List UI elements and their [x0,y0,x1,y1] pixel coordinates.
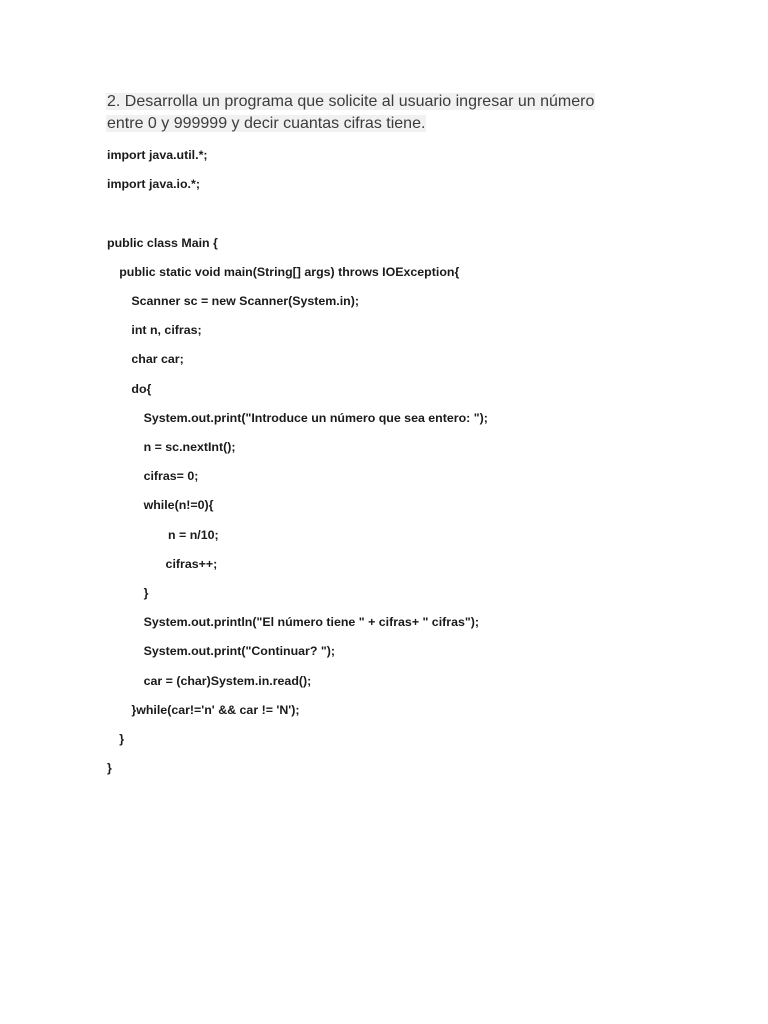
exercise-statement-line-1: 2. Desarrolla un programa que solicite al usuario ingresar un número [107,93,595,110]
code-line: n = n/10; [168,527,219,542]
code-line: public static void main(String[] args) throws IOException{ [119,264,460,279]
code-line: n = sc.nextInt(); [143,440,236,454]
code-line: import java.io.*; [107,177,200,192]
code-line: cifras= 0; [143,469,199,484]
exercise-statement-line-2: entre 0 y 999999 y decir cuantas cifras tiene. [107,115,426,132]
code-line: while(n!=0){ [143,498,214,513]
code-line: System.out.print("Introduce un número que sea entero: "); [143,410,488,425]
code-line: } [119,732,125,746]
code-line: do{ [131,381,152,396]
exercise-statement [106,91,646,135]
code-line: import java.util.*; [107,148,208,162]
code-line: int n, cifras; [131,323,202,338]
code-line: } [143,586,149,600]
code-line: car = (char)System.in.read(); [143,673,312,688]
code-line: System.out.println("El número tiene " + cifras+ " cifras"); [143,615,480,630]
code-line: System.out.print("Continuar? "); [143,644,335,659]
code-line: }while(car!='n' && car != 'N'); [131,702,300,717]
code-line: } [107,761,112,776]
code-line: Scanner sc = new Scanner(System.in); [131,294,359,308]
code-line: char car; [131,352,184,367]
code-line: cifras++; [165,556,218,571]
code-line: public class Main { [107,235,218,250]
